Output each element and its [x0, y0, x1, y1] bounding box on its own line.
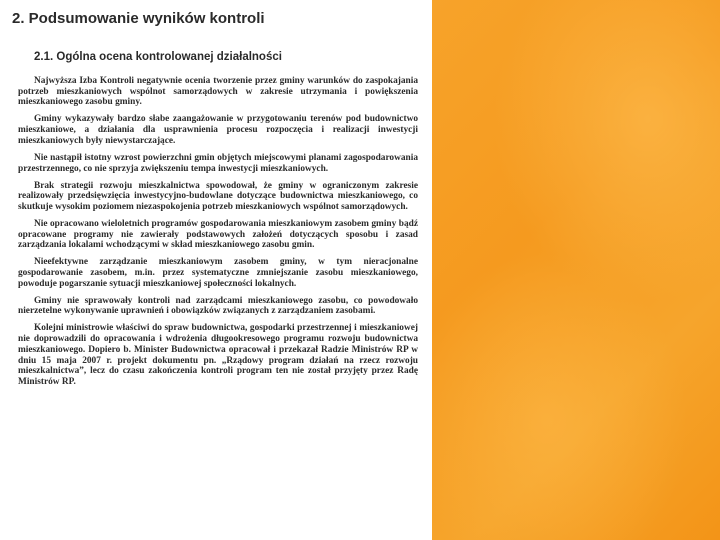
- subsection-heading: 2.1. Ogólna ocena kontrolowanej działalności: [34, 51, 282, 63]
- paragraph: Gminy nie sprawowały kontroli nad zarządcami mieszkaniowego zasobu, co powodowało nierzetelne wykonywanie uprawnień i obowiązków związanych z zarządzaniem zasobami.: [18, 295, 418, 317]
- section-heading: 2. Podsumowanie wyników kontroli: [12, 10, 265, 27]
- paragraph: Nieefektywne zarządzanie mieszkaniowym zasobem gminy, w tym nieracjonalne gospodarowanie zasobem, m.in. przez systematyczne zmniejszanie zasobu mieszkaniowego, powoduje pogarszanie sytuacji mieszkaniowej społeczności lokalnych.: [18, 257, 418, 289]
- orange-background-panel: [432, 0, 720, 540]
- report-body: [18, 76, 418, 394]
- paragraph: Nie nastąpił istotny wzrost powierzchni gmin objętych miejscowymi planami zagospodarowania przestrzennego, co nie sprzyja zwiększeniu tempa inwestycji mieszkaniowych.: [18, 152, 418, 174]
- paragraph: Nie opracowano wieloletnich programów gospodarowania mieszkaniowym zasobem gminy bądź opracowane programy nie zawierały podstawowych założeń dotyczących sposobu i zasad zarządzania lokalami wchodzącymi w skład mieszkaniowego zasobu gmin.: [18, 218, 418, 251]
- paragraph: Kolejni ministrowie właściwi do spraw budownictwa, gospodarki przestrzennej i mieszkaniowej nie doprowadzili do opracowania i wdrożenia długookresowego programu rozwoju budownictwa mieszkaniowego. Dopiero b. Minister Budownictwa opracował i przekazał Radzie Ministrów RP w dniu 15 maja 2007 r. projekt dokumentu pn. „Rządowy program działań na rzecz rozwoju mieszkalnictwa”, lecz do czasu zakończenia kontroli program ten nie został przyjęty przez Radę Ministrów RP.: [18, 323, 418, 387]
- paragraph: Najwyższa Izba Kontroli negatywnie ocenia tworzenie przez gminy warunków do zaspokajania potrzeb mieszkaniowych wspólnot samorządowych w zakresie utrzymania i powiększenia mieszkaniowego zasobu gminy.: [18, 76, 418, 108]
- paragraph: Gminy wykazywały bardzo słabe zaangażowanie w przygotowaniu terenów pod budownictwo mieszkaniowe, a działania dla usprawnienia procesu rozpoczęcia i realizacji inwestycji mieszkaniowych były niewystarczające.: [18, 114, 418, 146]
- paragraph: Brak strategii rozwoju mieszkalnictwa spowodował, że gminy w ograniczonym zakresie realizowały przedsięwzięcia inwestycyjno-budowlane dotyczące budownictwa mieszkaniowego, co skutkuje wysokim poziomem niezaspokojenia potrzeb mieszkaniowych wspólnot samorządowych.: [18, 180, 418, 212]
